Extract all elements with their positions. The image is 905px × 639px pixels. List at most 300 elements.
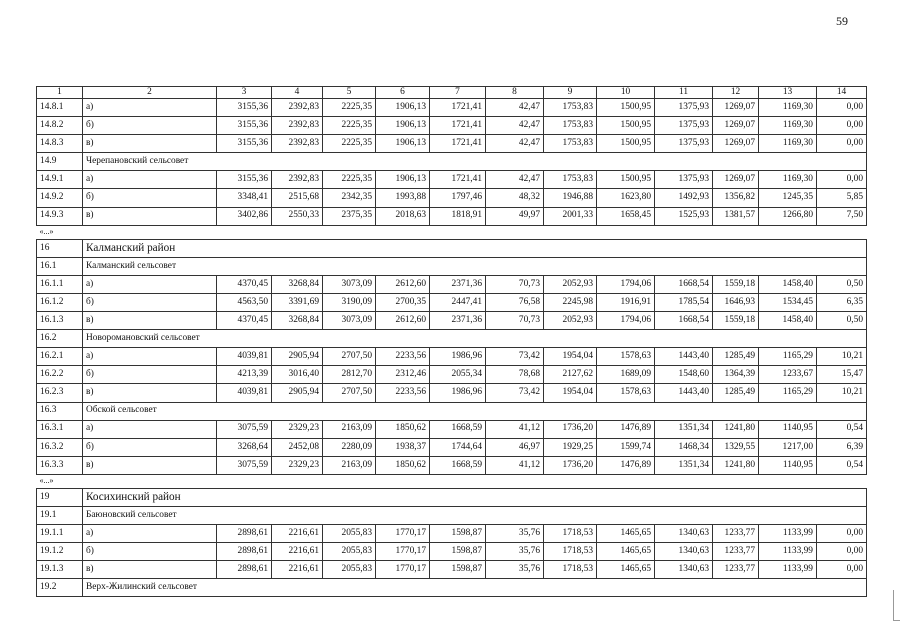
value-cell: 1285,49 bbox=[713, 384, 759, 402]
value-cell: 10,21 bbox=[817, 348, 867, 366]
value-cell: 2905,94 bbox=[272, 348, 323, 366]
ellipsis-text: «...» bbox=[37, 225, 867, 239]
value-cell: 1818,91 bbox=[430, 207, 486, 225]
page-edge-tick bbox=[893, 620, 900, 621]
value-cell: 1906,13 bbox=[376, 171, 430, 189]
value-cell: 1721,41 bbox=[430, 171, 486, 189]
value-cell: 1906,13 bbox=[376, 99, 430, 117]
value-cell: 3268,64 bbox=[217, 438, 272, 456]
value-cell: 1578,63 bbox=[597, 348, 655, 366]
column-header: 3 bbox=[217, 87, 272, 99]
section-code: 14.9 bbox=[37, 153, 83, 171]
value-cell: 2550,33 bbox=[272, 207, 323, 225]
value-cell: 1285,49 bbox=[713, 348, 759, 366]
value-cell: 1468,34 bbox=[655, 438, 713, 456]
value-cell: 1668,59 bbox=[430, 456, 486, 474]
value-cell: 0,54 bbox=[817, 420, 867, 438]
value-cell: 1133,99 bbox=[759, 543, 817, 561]
value-cell: 1133,99 bbox=[759, 561, 817, 579]
value-cell: 0,00 bbox=[817, 117, 867, 135]
value-cell: 1753,83 bbox=[544, 117, 597, 135]
row-variant: в) bbox=[83, 312, 217, 330]
district-row bbox=[37, 488, 867, 506]
value-cell: 2898,61 bbox=[217, 561, 272, 579]
value-cell: 2055,83 bbox=[323, 561, 376, 579]
value-cell: 76,58 bbox=[486, 293, 544, 311]
value-cell: 1241,80 bbox=[713, 456, 759, 474]
value-cell: 1753,83 bbox=[544, 99, 597, 117]
value-cell: 1165,29 bbox=[759, 348, 817, 366]
table-row bbox=[37, 348, 867, 366]
value-cell: 1578,63 bbox=[597, 384, 655, 402]
value-cell: 2163,09 bbox=[323, 420, 376, 438]
value-cell: 2329,23 bbox=[272, 420, 323, 438]
value-cell: 1938,37 bbox=[376, 438, 430, 456]
value-cell: 2707,50 bbox=[323, 348, 376, 366]
ellipsis-row bbox=[37, 225, 867, 239]
value-cell: 1850,62 bbox=[376, 420, 430, 438]
value-cell: 2225,35 bbox=[323, 117, 376, 135]
section-title: Баюновский сельсовет bbox=[83, 506, 867, 524]
value-cell: 1500,95 bbox=[597, 135, 655, 153]
value-cell: 2225,35 bbox=[323, 99, 376, 117]
value-cell: 1753,83 bbox=[544, 171, 597, 189]
value-cell: 1718,53 bbox=[544, 525, 597, 543]
value-cell: 1721,41 bbox=[430, 99, 486, 117]
row-code: 16.2.3 bbox=[37, 384, 83, 402]
value-cell: 1770,17 bbox=[376, 525, 430, 543]
section-code: 19.1 bbox=[37, 506, 83, 524]
value-cell: 46,97 bbox=[486, 438, 544, 456]
value-cell: 4370,45 bbox=[217, 312, 272, 330]
row-variant: б) bbox=[83, 293, 217, 311]
value-cell: 70,73 bbox=[486, 312, 544, 330]
page-number: 59 bbox=[836, 14, 848, 28]
value-cell: 1169,30 bbox=[759, 117, 817, 135]
value-cell: 70,73 bbox=[486, 275, 544, 293]
value-cell: 2001,33 bbox=[544, 207, 597, 225]
row-variant: а) bbox=[83, 99, 217, 117]
value-cell: 2392,83 bbox=[272, 135, 323, 153]
table-row bbox=[37, 420, 867, 438]
value-cell: 1340,63 bbox=[655, 543, 713, 561]
column-header: 2 bbox=[83, 87, 217, 99]
row-code: 16.1.2 bbox=[37, 293, 83, 311]
row-variant: б) bbox=[83, 438, 217, 456]
section-code: 16.2 bbox=[37, 330, 83, 348]
value-cell: 1233,77 bbox=[713, 561, 759, 579]
value-cell: 10,21 bbox=[817, 384, 867, 402]
value-cell: 1443,40 bbox=[655, 384, 713, 402]
value-cell: 2225,35 bbox=[323, 135, 376, 153]
value-cell: 3073,09 bbox=[323, 275, 376, 293]
value-cell: 1381,57 bbox=[713, 207, 759, 225]
value-cell: 1269,07 bbox=[713, 135, 759, 153]
value-cell: 2612,60 bbox=[376, 275, 430, 293]
value-cell: 1770,17 bbox=[376, 561, 430, 579]
row-variant: в) bbox=[83, 456, 217, 474]
value-cell: 1500,95 bbox=[597, 117, 655, 135]
value-cell: 1623,80 bbox=[597, 189, 655, 207]
value-cell: 1986,96 bbox=[430, 348, 486, 366]
district-title: Косихинский район bbox=[83, 488, 867, 506]
value-cell: 1169,30 bbox=[759, 135, 817, 153]
value-cell: 0,54 bbox=[817, 456, 867, 474]
column-header: 7 bbox=[430, 87, 486, 99]
value-cell: 2163,09 bbox=[323, 456, 376, 474]
value-cell: 2898,61 bbox=[217, 525, 272, 543]
value-cell: 48,32 bbox=[486, 189, 544, 207]
table-row bbox=[37, 366, 867, 384]
value-cell: 1797,46 bbox=[430, 189, 486, 207]
value-cell: 3391,69 bbox=[272, 293, 323, 311]
value-cell: 1525,93 bbox=[655, 207, 713, 225]
value-cell: 1351,34 bbox=[655, 456, 713, 474]
value-cell: 1443,40 bbox=[655, 348, 713, 366]
value-cell: 7,50 bbox=[817, 207, 867, 225]
value-cell: 1770,17 bbox=[376, 543, 430, 561]
value-cell: 2342,35 bbox=[323, 189, 376, 207]
section-row bbox=[37, 402, 867, 420]
value-cell: 2216,61 bbox=[272, 561, 323, 579]
table-row bbox=[37, 171, 867, 189]
value-cell: 2515,68 bbox=[272, 189, 323, 207]
value-cell: 1668,54 bbox=[655, 312, 713, 330]
value-cell: 1340,63 bbox=[655, 525, 713, 543]
value-cell: 1753,83 bbox=[544, 135, 597, 153]
value-cell: 1598,87 bbox=[430, 561, 486, 579]
value-cell: 1269,07 bbox=[713, 99, 759, 117]
value-cell: 2447,41 bbox=[430, 293, 486, 311]
value-cell: 2052,93 bbox=[544, 275, 597, 293]
value-cell: 3073,09 bbox=[323, 312, 376, 330]
value-cell: 1492,93 bbox=[655, 189, 713, 207]
value-cell: 1658,45 bbox=[597, 207, 655, 225]
value-cell: 35,76 bbox=[486, 525, 544, 543]
value-cell: 1718,53 bbox=[544, 543, 597, 561]
value-cell: 1646,93 bbox=[713, 293, 759, 311]
value-cell: 1598,87 bbox=[430, 525, 486, 543]
value-cell: 1668,59 bbox=[430, 420, 486, 438]
value-cell: 2312,46 bbox=[376, 366, 430, 384]
value-cell: 2452,08 bbox=[272, 438, 323, 456]
value-cell: 1559,18 bbox=[713, 275, 759, 293]
value-cell: 1233,77 bbox=[713, 543, 759, 561]
row-code: 14.9.3 bbox=[37, 207, 83, 225]
value-cell: 0,00 bbox=[817, 561, 867, 579]
table-row bbox=[37, 135, 867, 153]
column-header: 6 bbox=[376, 87, 430, 99]
table-header-row bbox=[37, 87, 867, 99]
value-cell: 2700,35 bbox=[376, 293, 430, 311]
value-cell: 49,97 bbox=[486, 207, 544, 225]
value-cell: 0,00 bbox=[817, 99, 867, 117]
row-code: 16.3.3 bbox=[37, 456, 83, 474]
table-row bbox=[37, 293, 867, 311]
column-header: 12 bbox=[713, 87, 759, 99]
column-header: 10 bbox=[597, 87, 655, 99]
value-cell: 1906,13 bbox=[376, 117, 430, 135]
table-row bbox=[37, 438, 867, 456]
column-header: 4 bbox=[272, 87, 323, 99]
table-row bbox=[37, 525, 867, 543]
value-cell: 1954,04 bbox=[544, 384, 597, 402]
value-cell: 1375,93 bbox=[655, 99, 713, 117]
value-cell: 2233,56 bbox=[376, 384, 430, 402]
row-variant: а) bbox=[83, 275, 217, 293]
value-cell: 1500,95 bbox=[597, 171, 655, 189]
row-code: 19.1.3 bbox=[37, 561, 83, 579]
value-cell: 1217,00 bbox=[759, 438, 817, 456]
section-code: 19 bbox=[37, 488, 83, 506]
table-row bbox=[37, 312, 867, 330]
section-row bbox=[37, 153, 867, 171]
value-cell: 1169,30 bbox=[759, 99, 817, 117]
value-cell: 1599,74 bbox=[597, 438, 655, 456]
row-variant: а) bbox=[83, 171, 217, 189]
value-cell: 35,76 bbox=[486, 543, 544, 561]
value-cell: 3075,59 bbox=[217, 420, 272, 438]
value-cell: 3155,36 bbox=[217, 99, 272, 117]
value-cell: 2371,36 bbox=[430, 275, 486, 293]
section-row bbox=[37, 330, 867, 348]
value-cell: 4039,81 bbox=[217, 348, 272, 366]
value-cell: 42,47 bbox=[486, 135, 544, 153]
value-cell: 3155,36 bbox=[217, 135, 272, 153]
value-cell: 3268,84 bbox=[272, 275, 323, 293]
value-cell: 42,47 bbox=[486, 117, 544, 135]
value-cell: 3016,40 bbox=[272, 366, 323, 384]
value-cell: 1465,65 bbox=[597, 561, 655, 579]
value-cell: 2052,93 bbox=[544, 312, 597, 330]
value-cell: 1534,45 bbox=[759, 293, 817, 311]
value-cell: 1548,60 bbox=[655, 366, 713, 384]
value-cell: 0,00 bbox=[817, 135, 867, 153]
page-edge-rule bbox=[893, 590, 894, 620]
row-code: 19.1.1 bbox=[37, 525, 83, 543]
value-cell: 1718,53 bbox=[544, 561, 597, 579]
value-cell: 2612,60 bbox=[376, 312, 430, 330]
value-cell: 35,76 bbox=[486, 561, 544, 579]
row-code: 14.9.2 bbox=[37, 189, 83, 207]
value-cell: 2371,36 bbox=[430, 312, 486, 330]
value-cell: 2216,61 bbox=[272, 543, 323, 561]
table-body bbox=[37, 87, 867, 597]
row-code: 14.8.3 bbox=[37, 135, 83, 153]
value-cell: 3402,86 bbox=[217, 207, 272, 225]
value-cell: 2055,83 bbox=[323, 543, 376, 561]
table-row bbox=[37, 561, 867, 579]
row-code: 16.3.2 bbox=[37, 438, 83, 456]
value-cell: 3075,59 bbox=[217, 456, 272, 474]
row-code: 14.8.2 bbox=[37, 117, 83, 135]
value-cell: 1356,82 bbox=[713, 189, 759, 207]
value-cell: 1458,40 bbox=[759, 275, 817, 293]
value-cell: 1721,41 bbox=[430, 117, 486, 135]
value-cell: 1476,89 bbox=[597, 456, 655, 474]
value-cell: 0,00 bbox=[817, 525, 867, 543]
value-cell: 1165,29 bbox=[759, 384, 817, 402]
value-cell: 1736,20 bbox=[544, 420, 597, 438]
table-row bbox=[37, 543, 867, 561]
section-code: 19.2 bbox=[37, 579, 83, 597]
row-variant: в) bbox=[83, 135, 217, 153]
table-row bbox=[37, 456, 867, 474]
value-cell: 1794,06 bbox=[597, 275, 655, 293]
row-code: 16.1.1 bbox=[37, 275, 83, 293]
value-cell: 4213,39 bbox=[217, 366, 272, 384]
value-cell: 1785,54 bbox=[655, 293, 713, 311]
ellipsis-text: «...» bbox=[37, 474, 867, 488]
value-cell: 1916,91 bbox=[597, 293, 655, 311]
value-cell: 1266,80 bbox=[759, 207, 817, 225]
value-cell: 41,12 bbox=[486, 420, 544, 438]
section-title: Новоромановский сельсовет bbox=[83, 330, 867, 348]
value-cell: 1954,04 bbox=[544, 348, 597, 366]
value-cell: 2392,83 bbox=[272, 117, 323, 135]
column-header: 9 bbox=[544, 87, 597, 99]
value-cell: 2280,09 bbox=[323, 438, 376, 456]
value-cell: 3155,36 bbox=[217, 171, 272, 189]
column-header: 5 bbox=[323, 87, 376, 99]
value-cell: 2392,83 bbox=[272, 99, 323, 117]
value-cell: 2225,35 bbox=[323, 171, 376, 189]
value-cell: 73,42 bbox=[486, 384, 544, 402]
district-row bbox=[37, 239, 867, 257]
value-cell: 1375,93 bbox=[655, 171, 713, 189]
column-header: 11 bbox=[655, 87, 713, 99]
value-cell: 1668,54 bbox=[655, 275, 713, 293]
row-variant: в) bbox=[83, 384, 217, 402]
column-header: 1 bbox=[37, 87, 83, 99]
value-cell: 1906,13 bbox=[376, 135, 430, 153]
value-cell: 3155,36 bbox=[217, 117, 272, 135]
row-variant: а) bbox=[83, 348, 217, 366]
value-cell: 4370,45 bbox=[217, 275, 272, 293]
value-cell: 1241,80 bbox=[713, 420, 759, 438]
value-cell: 1476,89 bbox=[597, 420, 655, 438]
value-cell: 2898,61 bbox=[217, 543, 272, 561]
section-title: Черепановский сельсовет bbox=[83, 153, 867, 171]
value-cell: 1946,88 bbox=[544, 189, 597, 207]
value-cell: 42,47 bbox=[486, 171, 544, 189]
row-variant: б) bbox=[83, 117, 217, 135]
value-cell: 1329,55 bbox=[713, 438, 759, 456]
value-cell: 73,42 bbox=[486, 348, 544, 366]
value-cell: 3268,84 bbox=[272, 312, 323, 330]
value-cell: 1993,88 bbox=[376, 189, 430, 207]
value-cell: 2905,94 bbox=[272, 384, 323, 402]
value-cell: 1689,09 bbox=[597, 366, 655, 384]
value-cell: 0,50 bbox=[817, 275, 867, 293]
value-cell: 1794,06 bbox=[597, 312, 655, 330]
value-cell: 1364,39 bbox=[713, 366, 759, 384]
value-cell: 1850,62 bbox=[376, 456, 430, 474]
section-code: 16 bbox=[37, 239, 83, 257]
table-row bbox=[37, 117, 867, 135]
value-cell: 1744,64 bbox=[430, 438, 486, 456]
tariff-table bbox=[36, 86, 867, 597]
section-code: 16.3 bbox=[37, 402, 83, 420]
row-code: 14.8.1 bbox=[37, 99, 83, 117]
value-cell: 1736,20 bbox=[544, 456, 597, 474]
value-cell: 2055,83 bbox=[323, 525, 376, 543]
table-row bbox=[37, 384, 867, 402]
value-cell: 2055,34 bbox=[430, 366, 486, 384]
section-title: Верх-Жилинский сельсовет bbox=[83, 579, 867, 597]
value-cell: 1233,77 bbox=[713, 525, 759, 543]
ellipsis-row bbox=[37, 474, 867, 488]
row-variant: а) bbox=[83, 525, 217, 543]
section-title: Калманский сельсовет bbox=[83, 257, 867, 275]
value-cell: 2375,35 bbox=[323, 207, 376, 225]
value-cell: 1140,95 bbox=[759, 456, 817, 474]
value-cell: 1169,30 bbox=[759, 171, 817, 189]
value-cell: 2018,63 bbox=[376, 207, 430, 225]
row-variant: а) bbox=[83, 420, 217, 438]
value-cell: 2127,62 bbox=[544, 366, 597, 384]
row-variant: в) bbox=[83, 207, 217, 225]
value-cell: 1351,34 bbox=[655, 420, 713, 438]
row-code: 16.2.1 bbox=[37, 348, 83, 366]
table-row bbox=[37, 275, 867, 293]
section-row bbox=[37, 579, 867, 597]
value-cell: 5,85 bbox=[817, 189, 867, 207]
value-cell: 2707,50 bbox=[323, 384, 376, 402]
row-code: 16.1.3 bbox=[37, 312, 83, 330]
value-cell: 1721,41 bbox=[430, 135, 486, 153]
district-title: Калманский район bbox=[83, 239, 867, 257]
value-cell: 1500,95 bbox=[597, 99, 655, 117]
value-cell: 6,35 bbox=[817, 293, 867, 311]
value-cell: 1269,07 bbox=[713, 171, 759, 189]
value-cell: 1375,93 bbox=[655, 117, 713, 135]
value-cell: 2216,61 bbox=[272, 525, 323, 543]
value-cell: 1986,96 bbox=[430, 384, 486, 402]
section-code: 16.1 bbox=[37, 257, 83, 275]
value-cell: 1245,35 bbox=[759, 189, 817, 207]
value-cell: 2245,98 bbox=[544, 293, 597, 311]
row-variant: б) bbox=[83, 189, 217, 207]
table-row bbox=[37, 189, 867, 207]
table-row bbox=[37, 207, 867, 225]
value-cell: 15,47 bbox=[817, 366, 867, 384]
table-row bbox=[37, 99, 867, 117]
value-cell: 2233,56 bbox=[376, 348, 430, 366]
value-cell: 1269,07 bbox=[713, 117, 759, 135]
value-cell: 1465,65 bbox=[597, 543, 655, 561]
value-cell: 1929,25 bbox=[544, 438, 597, 456]
value-cell: 2812,70 bbox=[323, 366, 376, 384]
value-cell: 1340,63 bbox=[655, 561, 713, 579]
value-cell: 3190,09 bbox=[323, 293, 376, 311]
row-variant: б) bbox=[83, 366, 217, 384]
column-header: 8 bbox=[486, 87, 544, 99]
column-header: 13 bbox=[759, 87, 817, 99]
column-header: 14 bbox=[817, 87, 867, 99]
value-cell: 1233,67 bbox=[759, 366, 817, 384]
value-cell: 78,68 bbox=[486, 366, 544, 384]
row-code: 19.1.2 bbox=[37, 543, 83, 561]
value-cell: 4039,81 bbox=[217, 384, 272, 402]
value-cell: 1140,95 bbox=[759, 420, 817, 438]
value-cell: 4563,50 bbox=[217, 293, 272, 311]
value-cell: 1598,87 bbox=[430, 543, 486, 561]
value-cell: 0,50 bbox=[817, 312, 867, 330]
value-cell: 2329,23 bbox=[272, 456, 323, 474]
value-cell: 42,47 bbox=[486, 99, 544, 117]
value-cell: 0,00 bbox=[817, 171, 867, 189]
